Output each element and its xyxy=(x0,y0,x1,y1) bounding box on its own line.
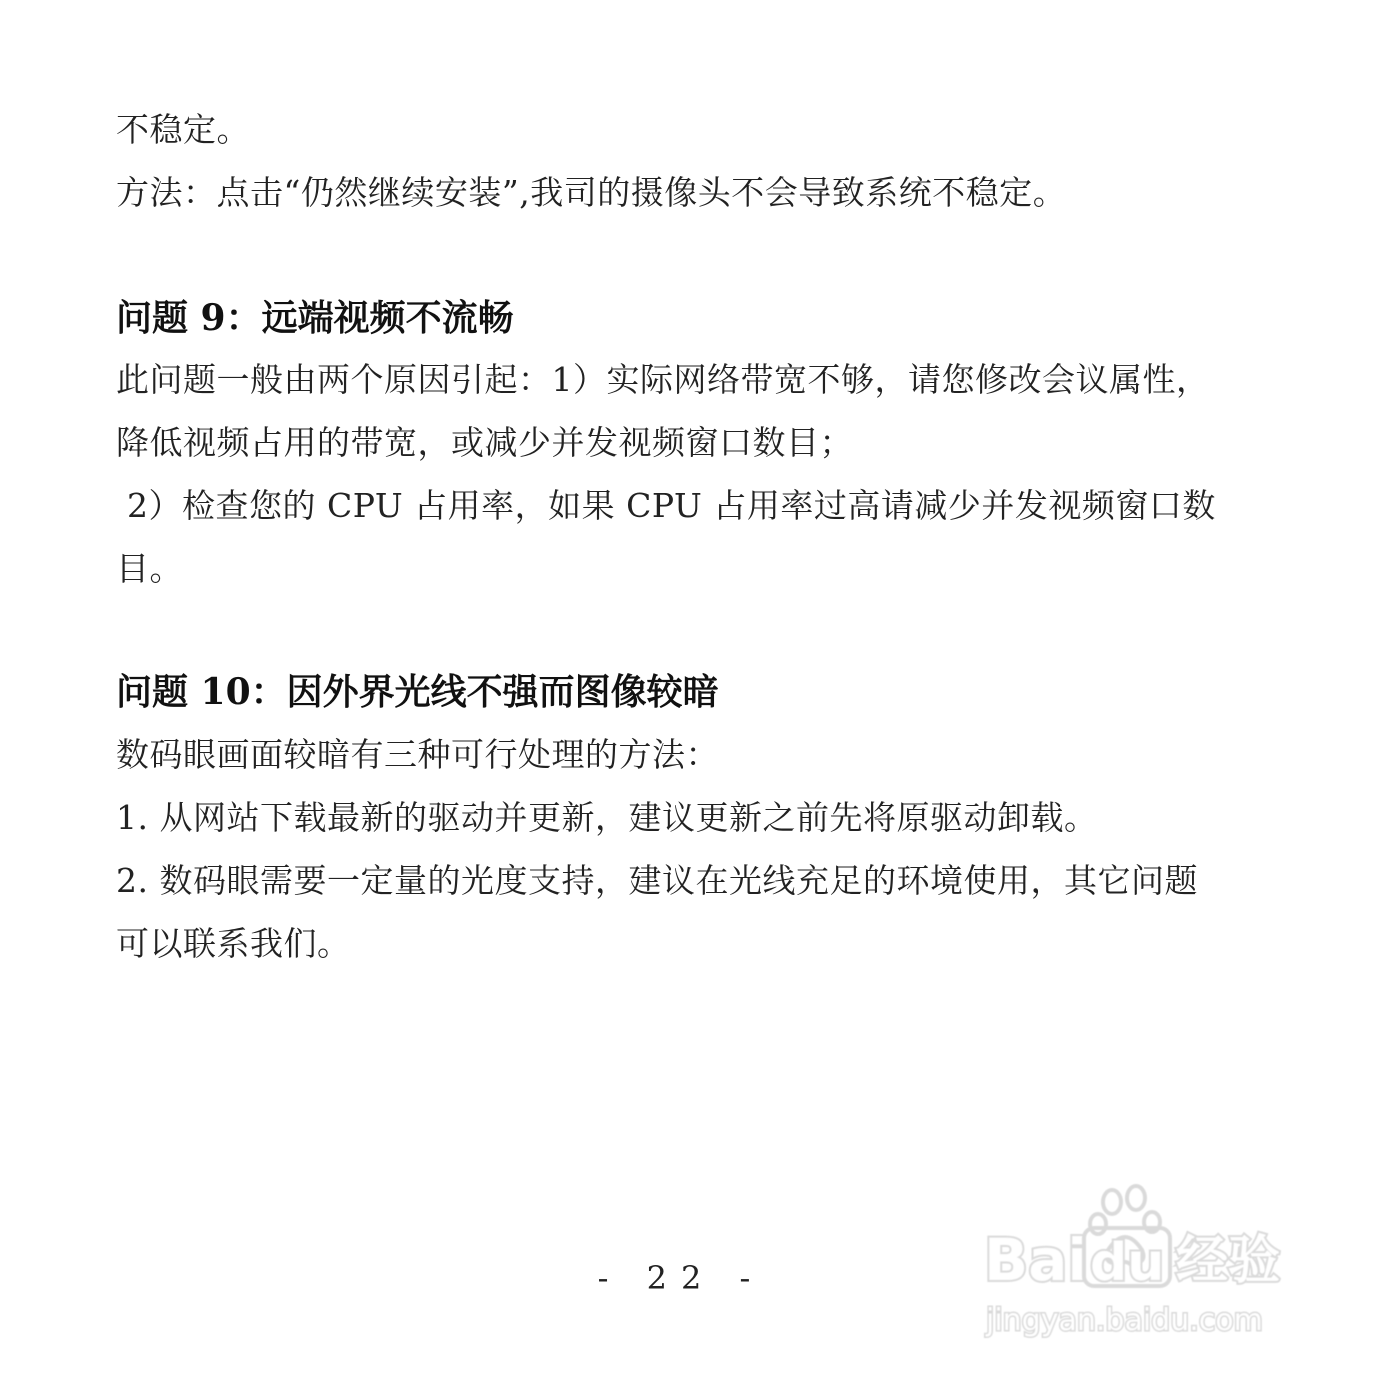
text-line: 不稳定。 xyxy=(116,110,250,149)
text-line: 2. 数码眼需要一定量的光度支持，建议在光线充足的环境使用，其它问题 xyxy=(116,861,1198,900)
text-line: 此问题一般由两个原因引起：1）实际网络带宽不够，请您修改会议属性， xyxy=(116,360,1210,399)
text-line: 方法：点击“仍然继续安装”,我司的摄像头不会导致系统不稳定。 xyxy=(116,173,1067,212)
text-line: 1. 从网站下载最新的驱动并更新，建议更新之前先将原驱动卸载。 xyxy=(116,798,1098,837)
text-line: 降低视频占用的带宽，或减少并发视频窗口数目； xyxy=(116,423,853,462)
svg-text:经验: 经验 xyxy=(1176,1231,1281,1291)
text-line: 可以联系我们。 xyxy=(116,924,351,963)
text-line: 数码眼画面较暗有三种可行处理的方法： xyxy=(116,735,719,774)
brand-text: Bai xyxy=(984,1226,1088,1294)
section-heading-10: 问题 10：因外界光线不强而图像较暗 xyxy=(116,671,719,713)
svg-text:du: du xyxy=(1090,1233,1165,1293)
text-line: 2）检查您的 CPU 占用率，如果 CPU 占用率过高请减少并发视频窗口数 xyxy=(116,486,1216,525)
section-heading-9: 问题 9：远端视频不流畅 xyxy=(116,297,514,339)
url-text: jingyan.baidu.com xyxy=(986,1303,1263,1338)
baidu-jingyan-watermark-logo xyxy=(980,1180,1320,1350)
text-line: 目。 xyxy=(116,549,183,588)
page-number: - 22 - xyxy=(597,1259,765,1297)
